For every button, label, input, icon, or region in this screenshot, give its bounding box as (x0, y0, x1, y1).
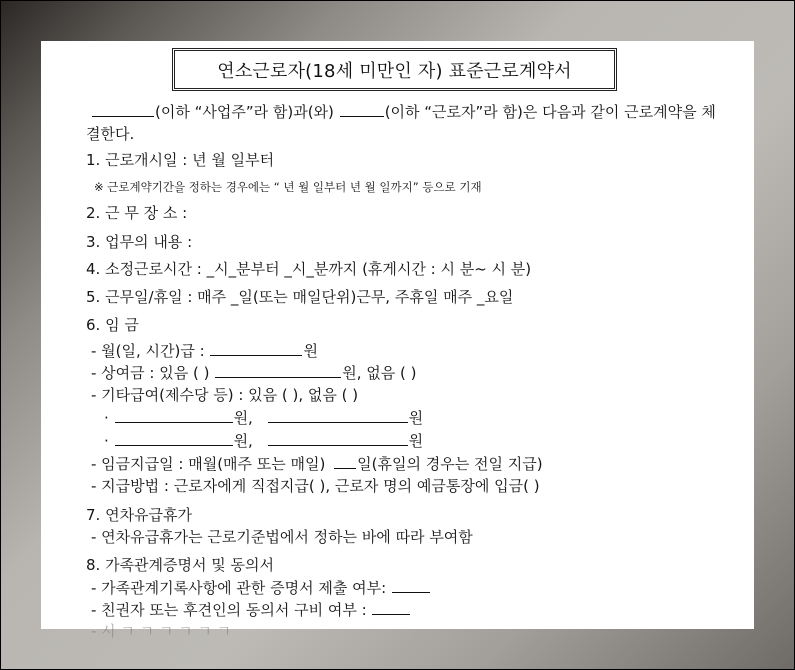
guardian-consent-blank[interactable] (372, 600, 410, 615)
other-pay-unit-2a: 원, (233, 432, 253, 450)
other-pay-row-1 (104, 408, 423, 427)
other-pay-blank-2b[interactable] (268, 431, 408, 446)
payday-blank[interactable] (334, 454, 356, 469)
payday-note: 일(휴일의 경우는 전일 지급) (357, 455, 543, 473)
intro-line-2: 결한다. (86, 125, 135, 143)
payment-method-line: - 지급방법 : 근로자에게 직접지급( ), 근로자 명의 예금통장에 입금( ) (91, 477, 540, 495)
other-pay-unit-1a: 원, (233, 409, 253, 427)
other-pay-unit-1b: 원 (408, 409, 424, 427)
other-pay-blank-1b[interactable] (268, 408, 408, 423)
intro-line-1 (91, 102, 716, 121)
other-pay-unit-2b: 원 (408, 432, 424, 450)
contract-document (41, 41, 754, 640)
bonus-label: - 상여금 : 있음 ( ) (91, 364, 210, 382)
bullet-dot: · (104, 409, 109, 427)
section-1-start-date: 1. 근로개시일 : 년 월 일부터 (86, 151, 275, 169)
wage-amount-blank[interactable] (210, 341, 302, 356)
family-cert-blank[interactable] (392, 578, 430, 593)
section-8-family-consent: 8. 가족관계증명서 및 동의서 (86, 556, 275, 574)
bonus-none-label: 원, 없음 ( ) (342, 364, 417, 382)
section-2-workplace: 2. 근 무 장 소 : (86, 204, 188, 222)
intro-employee-text: (이하 “근로자”라 함)은 다음과 같이 근로계약을 체 (384, 103, 716, 121)
section-7-annual-leave: 7. 연차유급휴가 (86, 506, 193, 524)
employer-blank[interactable] (92, 102, 154, 117)
cut-off-line: - 시 ㄱ ㄱ ㄱ ㄱ ㄱ ㄱ (91, 622, 232, 640)
section-1-note: ※ 근로계약기간을 정하는 경우에는 “ 년 월 일부터 년 월 일까지” 등으로 기재 (94, 180, 482, 194)
wage-monthly-label: - 월(일, 시간)급 : (91, 342, 205, 360)
family-cert-line (91, 578, 431, 597)
other-pay-blank-1a[interactable] (115, 408, 233, 423)
wage-monthly-line (91, 341, 318, 360)
annual-leave-text: - 연차유급휴가는 근로기준법에서 정하는 바에 따라 부여함 (91, 528, 473, 546)
intro-employer-text: (이하 “사업주”라 함)과(와) (155, 103, 334, 121)
payday-label: - 임금지급일 : 매월(매주 또는 매일) (91, 455, 326, 473)
payday-line (91, 454, 543, 473)
document-title: 연소근로자(18세 미만인 자) 표준근로계약서 (217, 60, 572, 82)
section-5-workdays: 5. 근무일/휴일 : 매주 _일(또는 매일단위)근무, 주휴일 매주 _요일 (86, 288, 514, 306)
other-pay-blank-2a[interactable] (115, 431, 233, 446)
guardian-consent-line (91, 600, 411, 619)
guardian-consent-label: - 친권자 또는 후견인의 동의서 구비 여부 : (91, 601, 367, 619)
bonus-amount-blank[interactable] (215, 363, 341, 378)
other-pay-line: - 기타급여(제수당 등) : 있음 ( ), 없음 ( ) (91, 386, 359, 404)
other-pay-row-2 (104, 431, 423, 450)
family-cert-label: - 가족관계기록사항에 관한 증명서 제출 여부: (91, 579, 387, 597)
section-3-duties: 3. 업무의 내용 : (86, 233, 193, 251)
section-4-working-hours: 4. 소정근로시간 : _시_분부터 _시_분까지 (휴게시간 : 시 분~ 시 분) (86, 260, 532, 278)
bullet-dot: · (104, 432, 109, 450)
wage-unit: 원 (303, 342, 318, 360)
title-box (172, 48, 617, 91)
section-6-wages: 6. 임 금 (86, 316, 139, 334)
bonus-line (91, 363, 417, 382)
employee-blank[interactable] (340, 102, 384, 117)
